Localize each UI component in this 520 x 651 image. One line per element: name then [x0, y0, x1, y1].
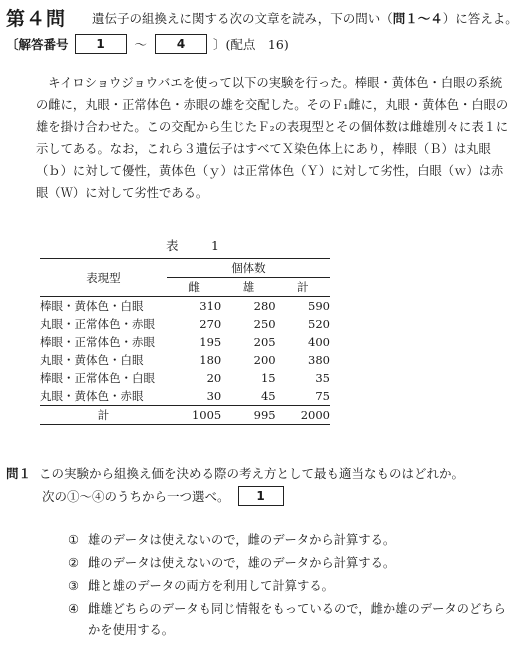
choice-item[interactable] — [68, 553, 508, 574]
cell-phenotype: 丸眼・正常体色・赤眼 — [40, 317, 155, 331]
cell-phenotype: 棒眼・黄体色・白眼 — [40, 299, 144, 313]
table-row — [40, 387, 330, 406]
choice-item[interactable] — [68, 530, 508, 551]
cell-female: 270 — [199, 317, 222, 331]
question1-number: 問１ — [6, 466, 32, 481]
lead-pre: 遺伝子の組換えに関する次の文章を読み，下の問い（ — [92, 11, 393, 26]
answer-box-to: 4 — [155, 34, 207, 54]
cell-male: 15 — [260, 371, 276, 385]
cell-female: 310 — [199, 299, 222, 313]
cell-phenotype: 丸眼・黄体色・白眼 — [40, 353, 144, 367]
table-caption: 表 1 — [166, 238, 229, 253]
sum-female: 1005 — [167, 406, 221, 425]
cell-total: 400 — [308, 335, 330, 349]
choice-text: 雌と雄のデータの両方を利用して計算する。 — [88, 579, 334, 593]
table-row — [40, 315, 330, 333]
answer-number-range — [6, 34, 289, 54]
cell-male: 45 — [260, 389, 276, 403]
choice-mark: ② — [68, 556, 80, 570]
choice-mark: ③ — [68, 579, 80, 593]
question1-answer-box: 1 — [238, 486, 284, 506]
cell-female: 195 — [199, 335, 222, 349]
lead-range: 問１～４ — [392, 11, 443, 26]
cell-phenotype: 棒眼・正常体色・白眼 — [40, 371, 155, 385]
cell-male: 280 — [253, 299, 276, 313]
passage-paragraph: キイロショウジョウバエを使って以下の実験を行った。棒眼・黄体色・白眼の系統の雌に，丸眼・正常体色・赤眼の雄を交配した。そのＦ₁雌に，丸眼・黄体色・白眼の雄を掛け合わせた。この交配から生じたＦ₂の表現型とその個体数は雌雄別々に表１に示してある。なお，これら３遺伝子はすべてＸ染色体上にあり，棒眼（Ｂ）は丸眼（ｂ）に対して優性，黄体色（ｙ）は正常体色（Ｙ）に対して劣性，白眼（ｗ）は赤眼（Ｗ）に対して劣性である。 — [36, 76, 509, 200]
phenotype-table — [40, 258, 330, 425]
cell-female: 30 — [206, 389, 222, 403]
answer-tilde: ～ — [134, 37, 148, 52]
sum-total: 2000 — [276, 406, 330, 425]
header-total: 計 — [276, 278, 330, 297]
cell-female: 20 — [206, 371, 222, 385]
answer-label: 〔解答番号 — [6, 37, 69, 52]
cell-total: 75 — [315, 389, 330, 403]
question1-stem-line2 — [42, 486, 290, 506]
cell-total: 35 — [315, 371, 330, 385]
answer-box-from: 1 — [75, 34, 127, 54]
sum-label: 計 — [40, 406, 167, 425]
sum-male: 995 — [221, 406, 275, 425]
choice-item[interactable] — [68, 599, 508, 641]
cell-phenotype: 丸眼・黄体色・赤眼 — [40, 389, 144, 403]
question1-text-line1: この実験から組換え価を決める際の考え方として最も適当なものはどれか。 — [39, 466, 465, 481]
question-title: 第４問 — [6, 8, 67, 30]
header-male: 雄 — [221, 278, 275, 297]
question1-stem — [6, 464, 464, 482]
choice-item[interactable] — [68, 576, 508, 597]
table-row — [40, 297, 330, 316]
choice-mark: ① — [68, 533, 80, 547]
table-row — [40, 333, 330, 351]
question1-text-line2: 次の①～④のうちから一つ選べ。 — [42, 489, 230, 504]
header-female: 雌 — [167, 278, 221, 297]
passage — [36, 72, 514, 204]
question1-choices — [68, 530, 508, 643]
cell-total: 380 — [308, 353, 330, 367]
cell-female: 180 — [199, 353, 222, 367]
header-phenotype: 表現型 — [40, 259, 167, 297]
choice-text: 雌雄どちらのデータも同じ情報をもっているので，雌か雄のデータのどちらかを使用する。 — [88, 602, 506, 637]
table-row — [40, 369, 330, 387]
cell-total: 590 — [308, 299, 330, 313]
choice-mark: ④ — [68, 602, 80, 616]
answer-points: 〕(配点 16) — [213, 37, 289, 52]
header-count: 個体数 — [167, 259, 330, 278]
choice-text: 雄のデータは使えないので，雌のデータから計算する。 — [88, 533, 396, 547]
question-lead — [92, 9, 518, 27]
cell-phenotype: 棒眼・正常体色・赤眼 — [40, 335, 155, 349]
cell-male: 200 — [253, 353, 276, 367]
cell-male: 205 — [253, 335, 276, 349]
cell-total: 520 — [308, 317, 330, 331]
table-sum-row — [40, 406, 330, 425]
table-row — [40, 351, 330, 369]
cell-male: 250 — [253, 317, 276, 331]
lead-post: ）に答えよ。 — [442, 11, 518, 26]
choice-text: 雌のデータは使えないので，雄のデータから計算する。 — [88, 556, 396, 570]
